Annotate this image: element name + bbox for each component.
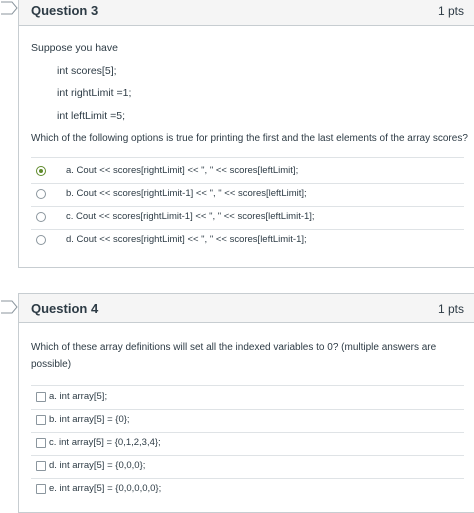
question-prompt: Which of these array definitions will set all the indexed variables to 0? (multiple answers are [31,342,437,353]
answer-option-d[interactable] [31,229,464,251]
answer-option-a[interactable] [31,160,464,182]
question-3-body [19,26,474,267]
question-prompt: Which of the following options is true for printing the first and the last elements of the array scores? [31,133,468,144]
checkbox-icon[interactable] [36,461,46,471]
question-points: 1 pts [437,4,464,18]
checkbox-icon[interactable] [36,438,46,448]
answer-label: d. Cout << scores[rightLimit] << ", " << scores[leftLimit-1]; [66,234,307,245]
flag-question-icon[interactable] [1,1,19,15]
question-title: Question 3 [31,3,99,18]
answer-label: d. int array[5] = {0,0,0}; [49,460,146,471]
answer-label: b. int array[5] = {0}; [49,414,130,425]
question-3-header [19,0,474,26]
answer-option-a[interactable] [31,386,464,408]
answer-option-b[interactable] [31,183,464,205]
code-line: int leftLimit =5; [57,110,125,122]
checkbox-icon[interactable] [36,484,46,494]
answer-option-b[interactable] [31,409,464,431]
divider [31,157,464,158]
answer-label: c. Cout << scores[rightLimit-1] << ", " << scores[leftLimit-1]; [66,211,315,222]
answer-label: a. int array[5]; [49,391,108,402]
question-4-header [19,294,474,323]
answer-label: a. Cout << scores[rightLimit] << ", " << scores[leftLimit]; [66,165,299,176]
flag-question-icon[interactable] [1,300,19,314]
question-points: 1 pts [437,302,464,316]
answer-option-d[interactable] [31,455,464,477]
radio-icon[interactable] [36,189,46,199]
question-intro: Suppose you have [31,42,118,54]
radio-icon[interactable] [36,212,46,222]
answer-label: e. int array[5] = {0,0,0,0,0}; [49,483,162,494]
checkbox-icon[interactable] [36,392,46,402]
code-line: int scores[5]; [57,65,117,77]
question-title: Question 4 [31,301,99,316]
question-4-body [19,323,474,512]
question-4-card [18,293,474,513]
question-prompt: possible) [31,359,72,370]
answer-option-e[interactable] [31,478,464,500]
radio-selected-icon[interactable] [36,166,46,176]
code-line: int rightLimit =1; [57,87,132,99]
radio-icon[interactable] [36,235,46,245]
answer-option-c[interactable] [31,432,464,454]
question-3-card [18,0,474,268]
answer-label: c. int array[5] = {0,1,2,3,4}; [49,437,161,448]
answer-option-c[interactable] [31,206,464,228]
checkbox-icon[interactable] [36,415,46,425]
answer-label: b. Cout << scores[rightLimit-1] << ", " << scores[leftLimit]; [66,188,307,199]
